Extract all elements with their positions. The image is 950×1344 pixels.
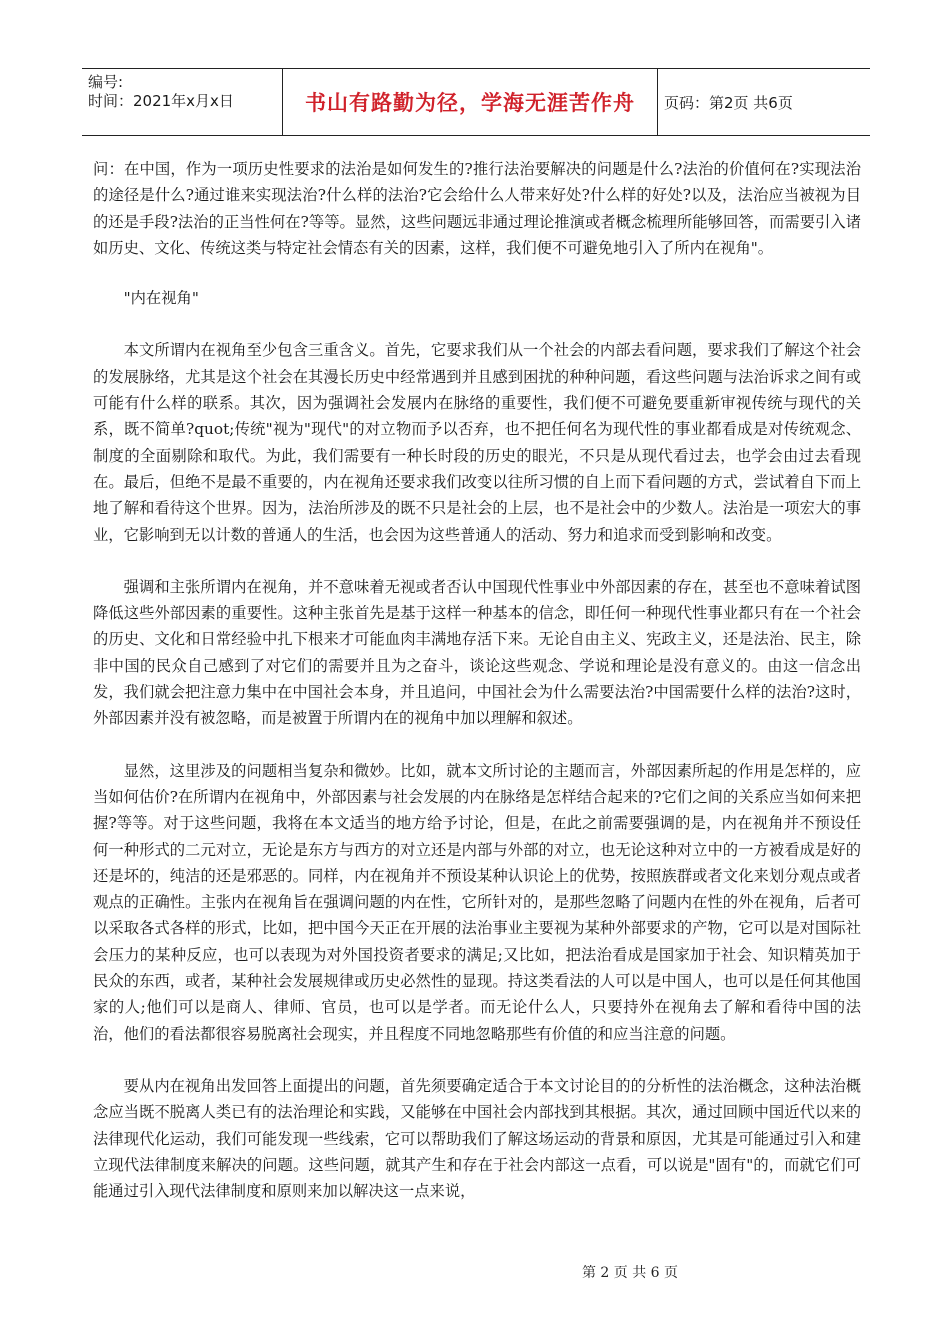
paragraph: 显然，这里涉及的问题相当复杂和微妙。比如，就本文所讨论的主题而言，外部因素所起的作用是怎样的，应当如何估价?在所谓内在视角中，外部因素与社会发展的内在脉络是怎样结合起来的?它们之间的关系应当如何来把握?等等。对于这些问题，我将在本文适当的地方给予讨论，但是，在此之前需要强调的是，内在视角并不预设任何一种形式的二元对立，无论是东方与西方的对立还是内部与外部的对立，也无论这种对立中的一方被看成是好的还是坏的，纯洁的还是邪恶的。同样，内在视角并不预设某种认识论上的优势，按照族群或者文化来划分观点或者观点的正确性。主张内在视角旨在强调问题的内在性，它所针对的，是那些忽略了问题内在性的外在视角，后者可以采取各式各样的形式，比如，把中国今天正在开展的法治事业主要视为某种外部要求的产物，它可以是对国际社会压力的某种反应，也可以表现为对外国投资者要求的满足;又比如，把法治看成是国家加于社会、知识精英加于民众的东西，或者，某种社会发展规律或历史必然性的显现。持这类看法的人可以是中国人，也可以是任何其他国家的人;他们可以是商人、律师、官员，也可以是学者。而无论什么人，只要持外在视角去了解和看待中国的法治，他们的看法都很容易脱离社会现实，并且程度不同地忽略那些有价值的和应当注意的问题。 [93,761,861,1043]
paragraph: 要从内在视角出发回答上面提出的问题，首先须要确定适合于本文讨论目的的分析性的法治概念，这种法治概念应当既不脱离人类已有的法治理论和实践，又能够在中国社会内部找到其根据。其次，通过回顾中国近代以来的法律现代化运动，我们可能发现一些线索，它可以帮助我们了解这场运动的背景和原因，尤其是可能通过引入和建立现代法律制度来解决的问题。这些问题，就其产生和存在于社会内部这一点看，可以说是"固有"的，而就它们可能通过引入现代法律制度和原则来加以解决这一点来说， [93,1076,861,1201]
header-motto: 书山有路勤为径，学海无涯苦作舟 [283,69,658,135]
document-time-label: 时间：2021年x月x日 [88,92,234,110]
section-heading: "内在视角" [123,289,199,308]
paragraph-continued: 问：在中国，作为一项历史性要求的法治是如何发生的?推行法治要解决的问题是什么?法治的价值何在?实现法治的途径是什么?通过谁来实现法治?什么样的法治?它会给什么人带来好处?什么样的好处?以及，法治应当被视为目的还是手段?法治的正当性何在?等等。显然，这些问题远非通过理论推演或者概念梳理所能够回答，而需要引入诸如历史、文化、传统这类与特定社会情态有关的因素，这样，我们便不可避免地引入了所内在视角"。 [93,160,861,257]
header-page-info: 页码：第2页 共6页 [664,93,793,112]
paragraph: 强调和主张所谓内在视角，并不意味着无视或者否认中国现代性事业中外部因素的存在，甚至也不意味着试图降低这些外部因素的重要性。这种主张首先是基于这样一种基本的信念，即任何一种现代性事业都只有在一个社会的历史、文化和日常经验中扎下根来才可能血肉丰满地存活下来。无论自由主义、宪政主义，还是法治、民主，除非中国的民众自己感到了对它们的需要并且为之奋斗，谈论这些观念、学说和理论是没有意义的。由这一信念出发，我们就会把注意力集中在中国社会本身，并且追问，中国社会为什么需要法治?中国需要什么样的法治?这时，外部因素并没有被忽略，而是被置于所谓内在的视角中加以理解和叙述。 [93,577,861,728]
header-left-cell [82,69,283,135]
page-header [82,68,870,136]
document-body [93,156,861,1230]
page-footer: 第 2 页 共 6 页 [581,1265,679,1281]
paragraph: 本文所谓内在视角至少包含三重含义。首先，它要求我们从一个社会的内部去看问题，要求我们了解这个社会的发展脉络，尤其是这个社会在其漫长历史中经常遇到并且感到困扰的种种问题，看这些问题与法治诉求之间有或可能有什么样的联系。其次，因为强调社会发展内在脉络的重要性，我们便不可避免要重新审视传统与现代的关系，既不简单?quot;传统"视为"现代"的对立物而予以否弃，也不把任何名为现代性的事业都看成是对传统观念、制度的全面剔除和取代。为此，我们需要有一种长时段的历史的眼光，不只是从现代看过去，也学会由过去看现在。最后，但绝不是最不重要的，内在视角还要求我们改变以往所习惯的自上而下看问题的方式，尝试着自下而上地了解和看待这个世界。因为，法治所涉及的既不只是社会的上层，也不是社会中的少数人。法治是一项宏大的事业，它影响到无以计数的普通人的生活，也会因为这些普通人的活动、努力和追求而受到影响和改变。 [93,341,861,544]
document-number-label: 编号: [88,73,124,91]
